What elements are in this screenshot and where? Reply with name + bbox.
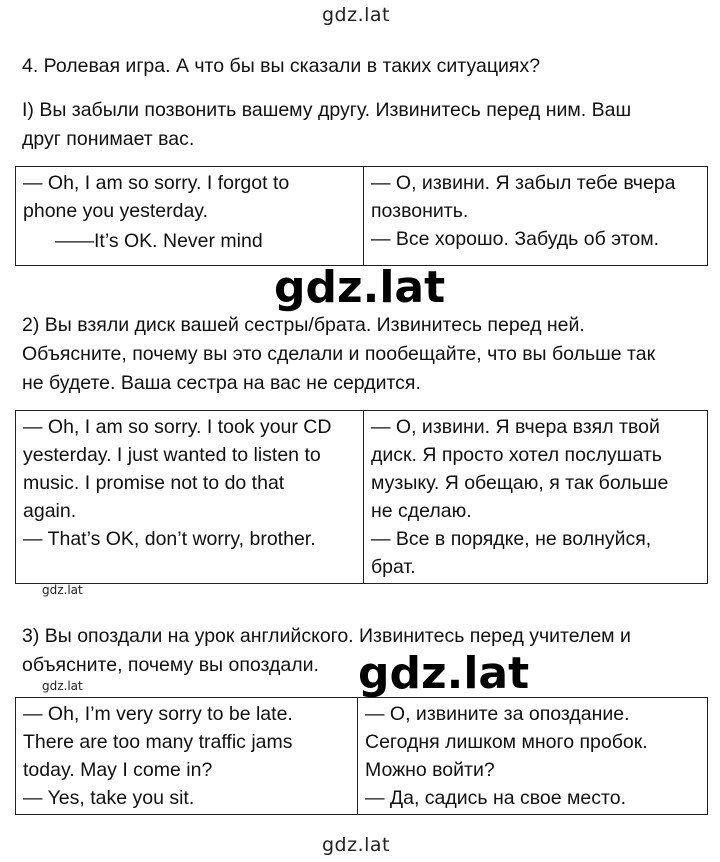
watermark-large: gdz.lat xyxy=(352,652,535,696)
russian-line: — Все в порядке, не волнуйся, xyxy=(371,528,652,550)
russian-line: брат. xyxy=(371,556,416,578)
english-line: again. xyxy=(23,500,77,522)
english-line: — Yes, take you sit. xyxy=(23,787,195,809)
english-line: — Oh, I’m very sorry to be late. xyxy=(23,703,293,725)
russian-line: не сделаю. xyxy=(371,500,472,522)
prompt-line: 3) Вы опоздали на урок английского. Извинитесь перед учителем и xyxy=(22,625,631,647)
russian-line: музыку. Я обещаю, я так больше xyxy=(371,472,669,494)
russian-cell xyxy=(364,167,708,266)
russian-line: позвонить. xyxy=(371,200,469,222)
dialogue-table-1 xyxy=(15,166,708,266)
russian-line: — Все хорошо. Забудь об этом. xyxy=(371,228,660,250)
watermark-bottom: gdz.lat xyxy=(322,834,391,856)
english-line: — That’s OK, don’t worry, brother. xyxy=(23,528,316,550)
prompt-line: Объясните, почему вы это сделали и пообещайте, что вы больше так xyxy=(22,343,656,365)
situation-2-prompt xyxy=(22,311,655,398)
english-line: ——It’s OK. Never mind xyxy=(55,230,263,252)
russian-cell xyxy=(364,411,708,584)
prompt-line: не будете. Ваша сестра на вас не сердится. xyxy=(22,372,421,394)
russian-cell xyxy=(358,698,708,815)
english-line: phone you yesterday. xyxy=(23,200,209,222)
watermark-top: gdz.lat xyxy=(322,4,391,26)
russian-line: диск. Я просто хотел послушать xyxy=(371,444,662,466)
watermark-small: gdz.lat xyxy=(42,583,83,597)
english-line: today. May I come in? xyxy=(23,759,213,781)
dialogue-table-2 xyxy=(15,410,708,584)
russian-line: Можно войти? xyxy=(365,759,495,781)
russian-line: — Да, садись на свое место. xyxy=(365,787,627,809)
english-cell xyxy=(16,698,358,815)
watermark-large: gdz.lat xyxy=(268,266,451,310)
english-line: yesterday. I just wanted to listen to xyxy=(23,444,321,466)
russian-line: Сегодня лишком много пробок. xyxy=(365,731,648,753)
prompt-line: 2) Вы взяли диск вашей сестры/брата. Извинитесь перед ней. xyxy=(22,314,585,336)
watermark-small: gdz.lat xyxy=(42,679,83,693)
russian-line: — О, извини. Я вчера взял твой xyxy=(371,416,660,438)
situation-3-prompt xyxy=(22,622,631,680)
english-line: There are too many traffic jams xyxy=(23,731,293,753)
prompt-line: объясните, почему вы опоздали. xyxy=(22,654,319,676)
english-line: — Oh, I am so sorry. I took your CD xyxy=(23,416,332,438)
russian-line: — О, извините за опоздание. xyxy=(365,703,630,725)
english-cell xyxy=(16,167,364,266)
situation-1-prompt xyxy=(22,96,631,154)
english-line: — Oh, I am so sorry. I forgot to xyxy=(23,172,290,194)
dialogue-table-3 xyxy=(15,697,708,815)
english-line: music. I promise not to do that xyxy=(23,472,285,494)
english-cell xyxy=(16,411,364,584)
prompt-line: I) Вы забыли позвонить вашему другу. Извинитесь перед ним. Ваш xyxy=(22,99,632,121)
task-heading: 4. Ролевая игра. А что бы вы сказали в таких ситуациях? xyxy=(22,55,541,77)
russian-line: — О, извини. Я забыл тебе вчера xyxy=(371,172,676,194)
prompt-line: друг понимает вас. xyxy=(22,128,195,150)
